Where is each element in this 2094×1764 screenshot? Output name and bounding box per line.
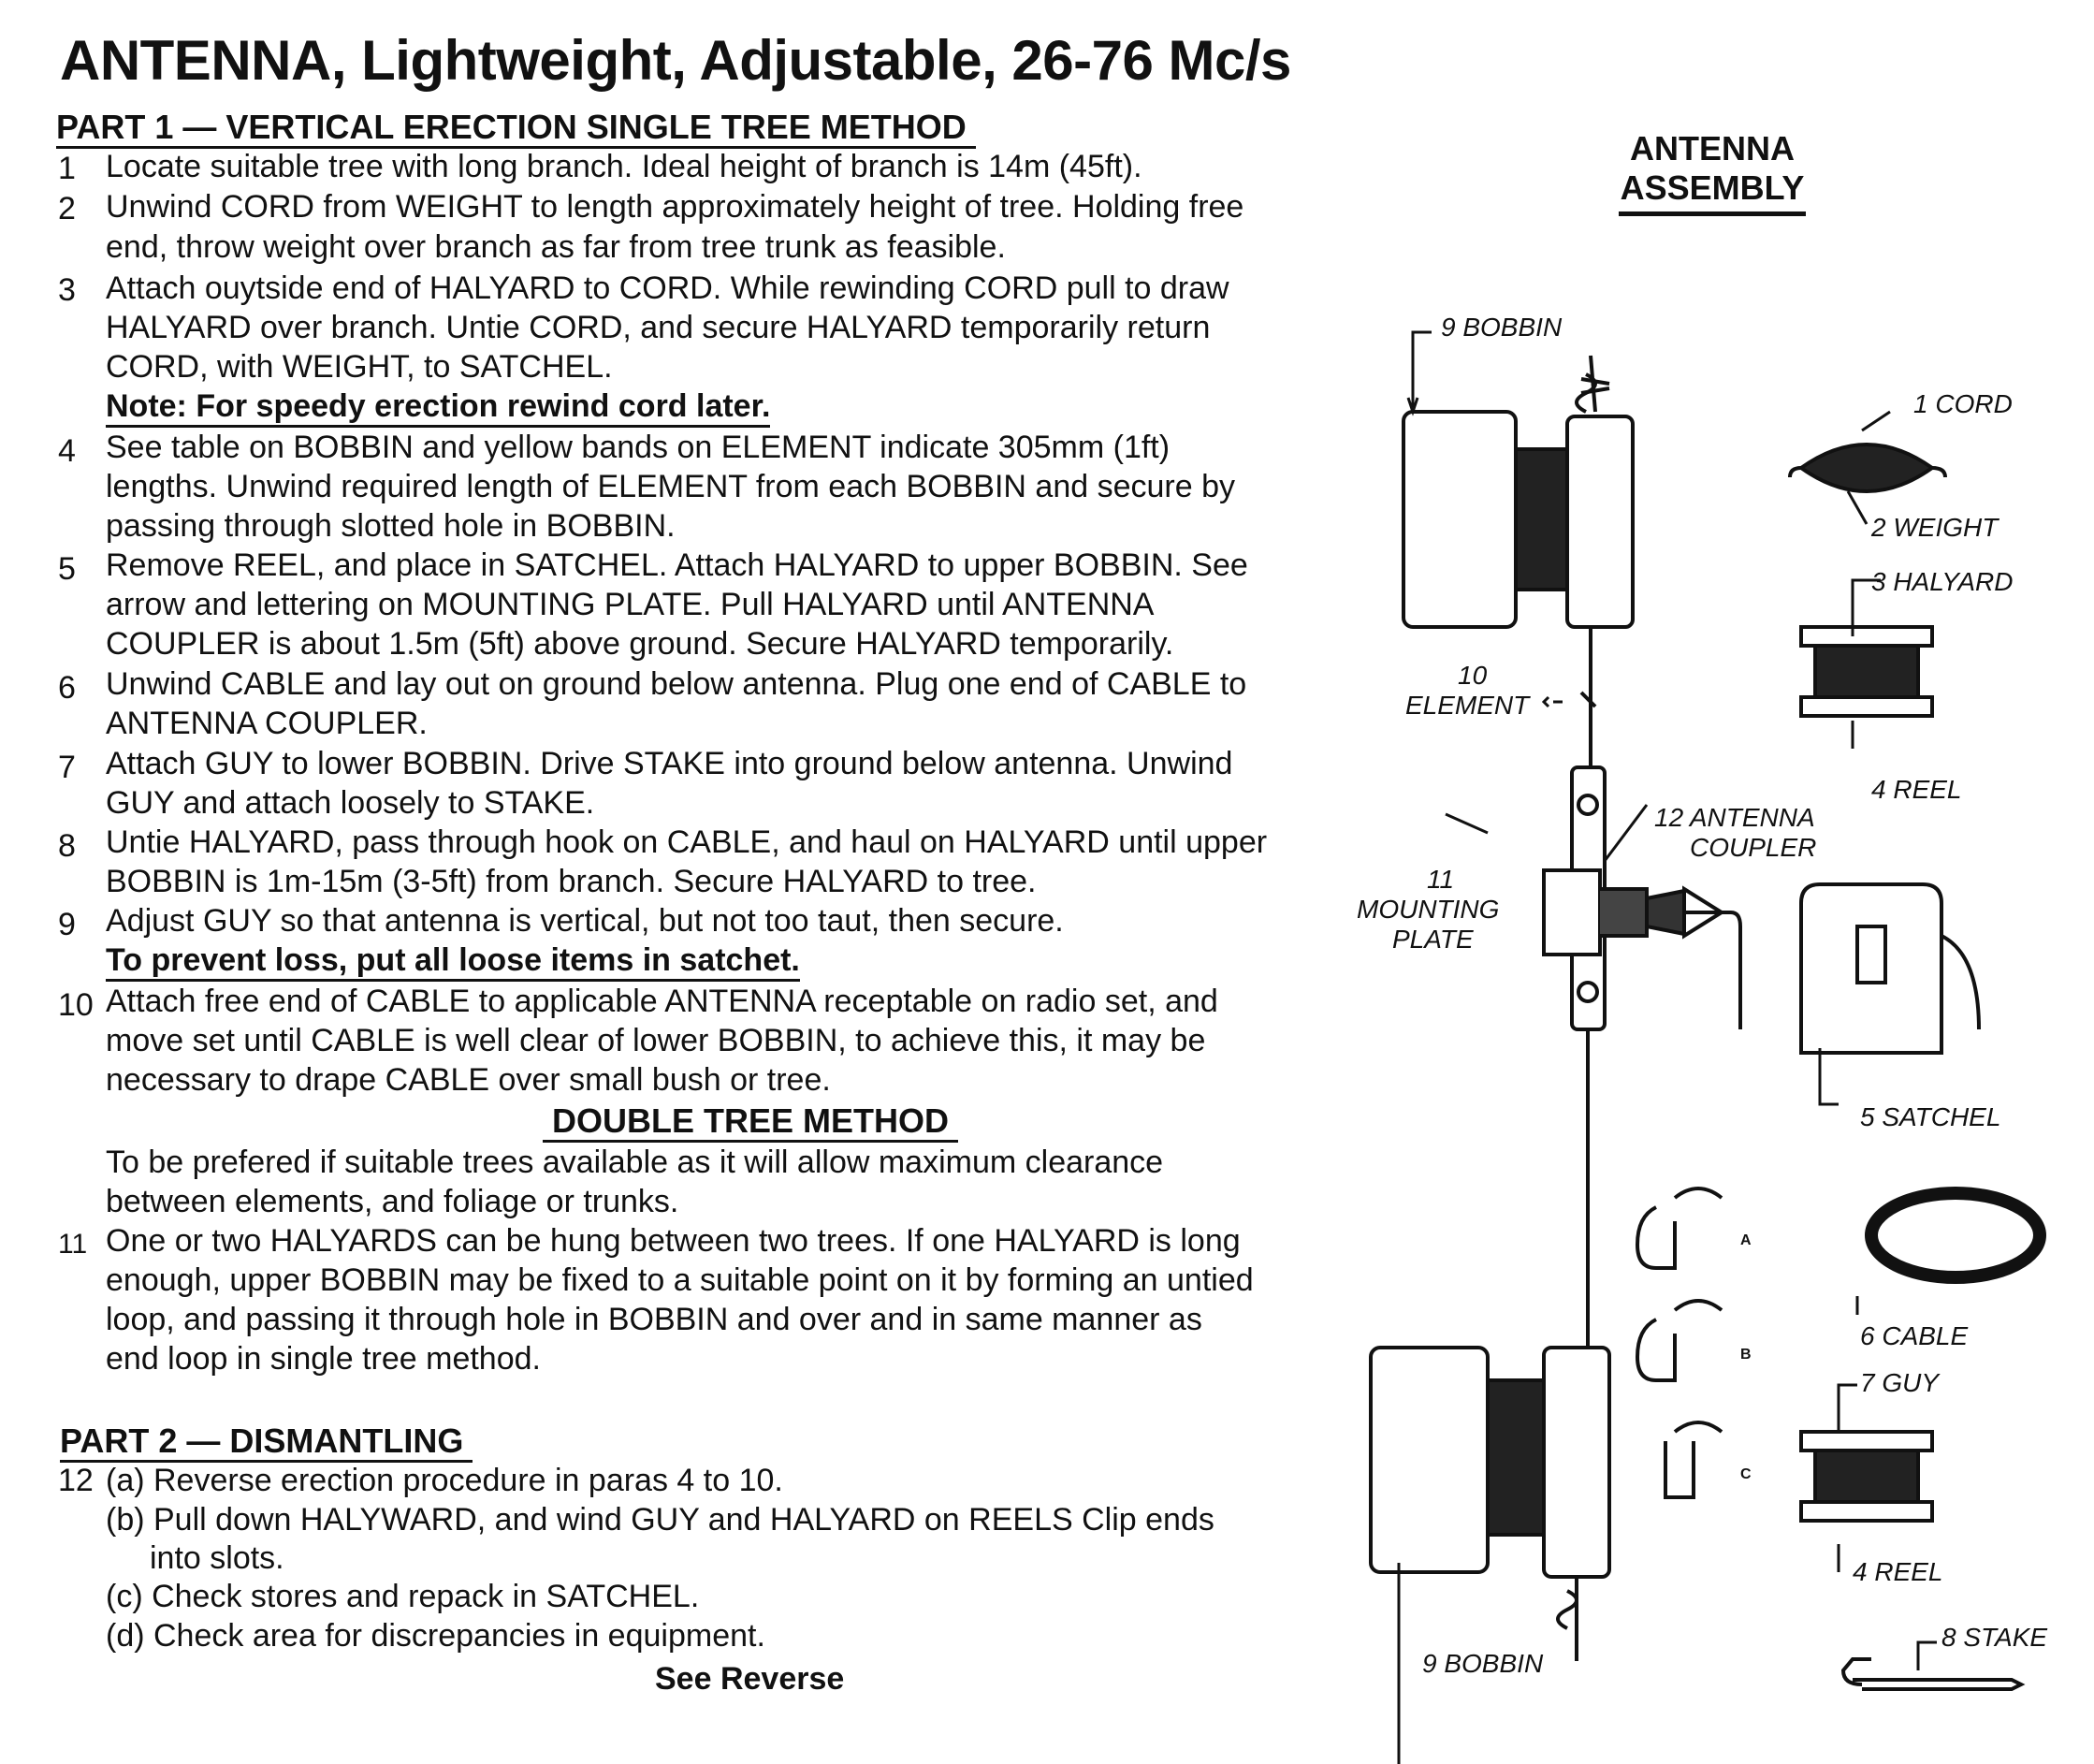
step-number: 10 <box>58 987 94 1023</box>
note-rewind: Note: For speedy erection rewind cord later. <box>106 387 770 428</box>
step-number: 4 <box>58 433 76 469</box>
step-line: CORD, with WEIGHT, to SATCHEL. <box>106 349 613 385</box>
label-bobbin-bottom: 9 BOBBIN <box>1422 1649 1544 1678</box>
upper-bobbin-drawing <box>1403 356 1633 627</box>
step-line: arrow and lettering on MOUNTING PLATE. Pull HALYARD until ANTENNA <box>106 587 1155 622</box>
label-hook-a: A <box>1740 1232 1752 1248</box>
label-halyard: 3 HALYARD <box>1871 567 2014 596</box>
step-line: Attach GUY to lower BOBBIN. Drive STAKE into ground below antenna. Unwind <box>106 746 1233 781</box>
step-line: Locate suitable tree with long branch. Ideal height of branch is 14m (45ft). <box>106 149 1142 184</box>
step-line: end loop in single tree method. <box>106 1341 541 1377</box>
label-coupler-line1: 12 ANTENNA <box>1654 803 1815 832</box>
step-line: Adjust GUY so that antenna is vertical, but not too taut, then secure. <box>106 903 1064 939</box>
hook-drawings <box>1637 1188 1722 1497</box>
label-reel-top: 4 REEL <box>1871 775 1962 804</box>
step-line: See table on BOBBIN and yellow bands on ELEMENT indicate 305mm (1ft) <box>106 430 1171 465</box>
dismantle-item: (a) Reverse erection procedure in paras 4 to 10. <box>106 1463 783 1498</box>
step-line: lengths. Unwind required length of ELEMENT from each BOBBIN and secure by <box>106 469 1235 504</box>
note-loose-items: To prevent loss, put all loose items in satchet. <box>106 941 800 982</box>
lower-bobbin-drawing <box>1371 1348 1609 1661</box>
step-number: 6 <box>58 670 76 706</box>
dismantle-item: (c) Check stores and repack in SATCHEL. <box>106 1579 700 1614</box>
cable-coil-drawing <box>1871 1193 2040 1277</box>
assembly-heading-line: ASSEMBLY <box>1620 168 1805 207</box>
step-number: 11 <box>58 1229 88 1260</box>
label-guy: 7 GUY <box>1860 1368 1940 1397</box>
step-line: BOBBIN is 1m-15m (3-5ft) from branch. Secure HALYARD to tree. <box>106 864 1037 899</box>
label-element: ELEMENT <box>1405 691 1530 720</box>
part2-heading: PART 2 — DISMANTLING <box>60 1422 473 1463</box>
element-wire <box>1581 627 1595 767</box>
assembly-heading-line: ANTENNA <box>1630 129 1795 168</box>
label-plate-line1: MOUNTING <box>1357 895 1500 924</box>
stake-drawing <box>1843 1659 2021 1689</box>
label-plate-line2: PLATE <box>1392 925 1474 954</box>
step-line: GUY and attach loosely to STAKE. <box>106 785 595 821</box>
step-number: 7 <box>58 750 76 785</box>
double-tree-intro-line: To be prefered if suitable trees available as it will allow maximum clearance <box>106 1144 1164 1180</box>
label-bobbin-top: 9 BOBBIN <box>1441 313 1563 342</box>
step-line: passing through slotted hole in BOBBIN. <box>106 508 676 544</box>
step-line: loop, and passing it through hole in BOBBIN and over and in same manner as <box>106 1302 1202 1337</box>
part1-heading: PART 1 — VERTICAL ERECTION SINGLE TREE METHOD <box>56 109 976 149</box>
dismantle-item: (b) Pull down HALYWARD, and wind GUY and HALYARD on REELS Clip ends <box>106 1502 1214 1538</box>
label-weight: 2 WEIGHT <box>1871 513 1999 542</box>
step-line: Unwind CORD from WEIGHT to length approximately height of tree. Holding free <box>106 189 1244 225</box>
document-title: ANTENNA, Lightweight, Adjustable, 26-76 Mc/s <box>60 29 1291 92</box>
step-number: 2 <box>58 191 76 226</box>
label-cord: 1 CORD <box>1913 389 2013 418</box>
step-line: move set until CABLE is well clear of lower BOBBIN, to achieve this, it may be <box>106 1023 1206 1058</box>
label-coupler-line2: COUPLER <box>1690 833 1817 862</box>
step-number: 8 <box>58 828 76 864</box>
double-tree-heading: DOUBLE TREE METHOD <box>543 1102 958 1143</box>
label-cable: 6 CABLE <box>1860 1321 1969 1350</box>
label-stake: 8 STAKE <box>1941 1623 2048 1652</box>
guy-reel-drawing <box>1801 1432 1932 1521</box>
step-line: Untie HALYARD, pass through hook on CABLE, and haul on HALYARD until upper <box>106 824 1268 860</box>
step-number: 1 <box>58 151 76 186</box>
dismantle-item: into slots. <box>150 1540 284 1576</box>
label-hook-c: C <box>1740 1466 1752 1482</box>
step-line: COUPLER is about 1.5m (5ft) above ground. Secure HALYARD temporarily. <box>106 626 1174 662</box>
label-hook-b: B <box>1740 1347 1752 1363</box>
step-number: 9 <box>58 907 76 942</box>
step-line: enough, upper BOBBIN may be fixed to a suitable point on it by forming an untied <box>106 1262 1254 1298</box>
label-reel-bottom: 4 REEL <box>1853 1557 1943 1586</box>
step-line: ANTENNA COUPLER. <box>106 706 428 741</box>
label-satchel: 5 SATCHEL <box>1860 1102 2001 1131</box>
step-line: end, throw weight over branch as far from tree trunk as feasible. <box>106 229 1006 265</box>
step-number: 12 <box>58 1463 94 1498</box>
step-number: 3 <box>58 272 76 308</box>
step-line: Unwind CABLE and lay out on ground below antenna. Plug one end of CABLE to <box>106 666 1247 702</box>
satchel-drawing <box>1801 884 1979 1053</box>
double-tree-intro-line: between elements, and foliage or trunks. <box>106 1184 679 1219</box>
step-line: necessary to drape CABLE over small bush or tree. <box>106 1062 831 1098</box>
step-line: Remove REEL, and place in SATCHEL. Attach HALYARD to upper BOBBIN. See <box>106 547 1248 583</box>
label-plate-number: 11 <box>1427 865 1455 894</box>
label-element-number: 10 <box>1458 661 1488 690</box>
step-line: Attach ouytside end of HALYARD to CORD. While rewinding CORD pull to draw <box>106 270 1229 306</box>
step-line: Attach free end of CABLE to applicable ANTENNA receptable on radio set, and <box>106 984 1218 1019</box>
cord-weight-drawing <box>1790 445 1945 491</box>
see-reverse-note: See Reverse <box>655 1661 845 1697</box>
step-line: One or two HALYARDS can be hung between two trees. If one HALYARD is long <box>106 1223 1241 1259</box>
step-line: HALYARD over branch. Untie CORD, and secure HALYARD temporarily return <box>106 310 1211 345</box>
dismantle-item: (d) Check area for discrepancies in equipment. <box>106 1618 765 1654</box>
step-number: 5 <box>58 551 76 587</box>
halyard-reel-drawing <box>1801 627 1932 716</box>
